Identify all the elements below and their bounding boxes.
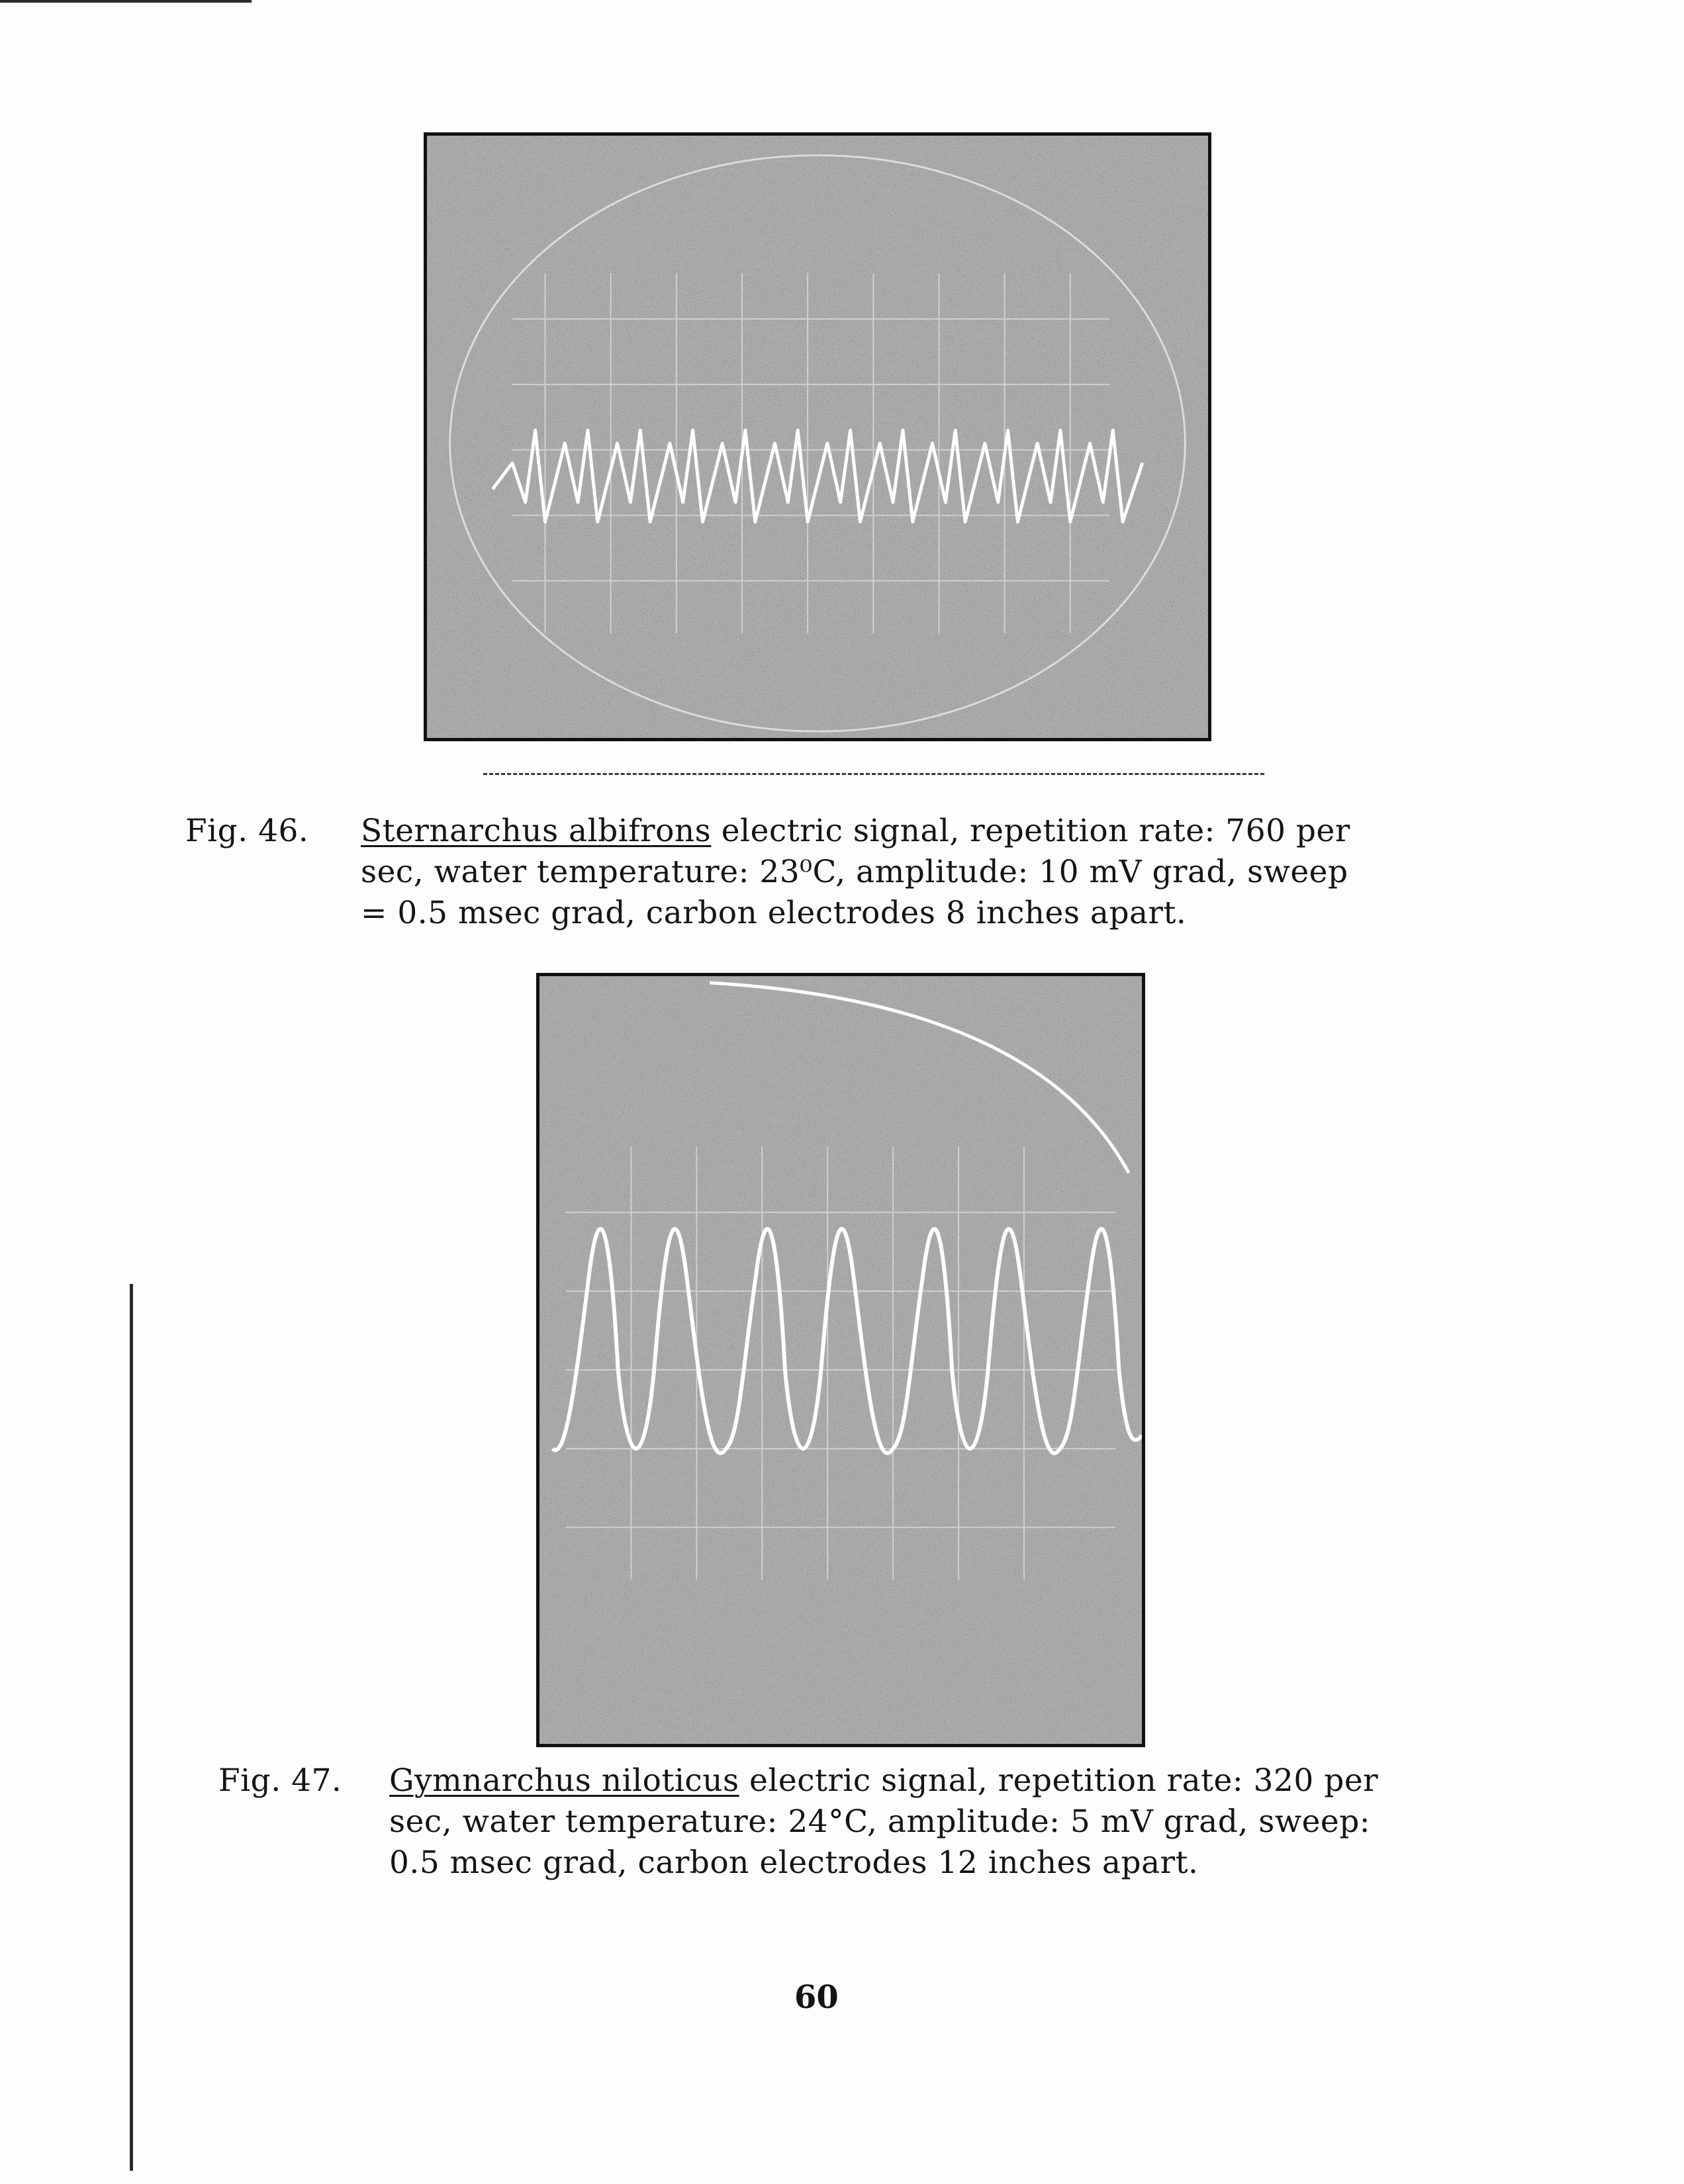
fig-47-species-name: Gymnarchus niloticus [389,1762,739,1799]
scan-edge-line-top [0,0,252,3]
fig-46-caption-line-1: Sternarchus albifrons electric signal, repetition rate: 760 per [361,813,1350,849]
fig-47-oscilloscope-photo [536,973,1145,1747]
fig-47-caption-line-3: 0.5 msec grad, carbon electrodes 12 inches apart. [389,1844,1199,1881]
fig-47-label: Fig. 47. [218,1762,342,1799]
fig-47-caption-line-1: Gymnarchus niloticus electric signal, repetition rate: 320 per [389,1762,1379,1799]
fig-46-species-name: Sternarchus albifrons [361,813,712,849]
fig-46-oscilloscope-photo [424,132,1211,741]
fig-46-label: Fig. 46. [185,813,309,849]
fig-46-caption-line-3: = 0.5 msec grad, carbon electrodes 8 inches apart. [361,895,1187,931]
fig-46-dashed-separator [483,773,1264,775]
fig-46-caption [185,811,1456,943]
fig-47-caption-line-2: sec, water temperature: 24°C, amplitude: 5 mV grad, sweep: [389,1803,1371,1840]
fig-46-caption-line-2: sec, water temperature: 23⁰C, amplitude: 10 mV grad, sweep [361,854,1348,890]
scan-edge-line-left [130,1284,133,2171]
fig-47-caption [218,1760,1476,1893]
page-number: 60 [794,1979,839,2016]
